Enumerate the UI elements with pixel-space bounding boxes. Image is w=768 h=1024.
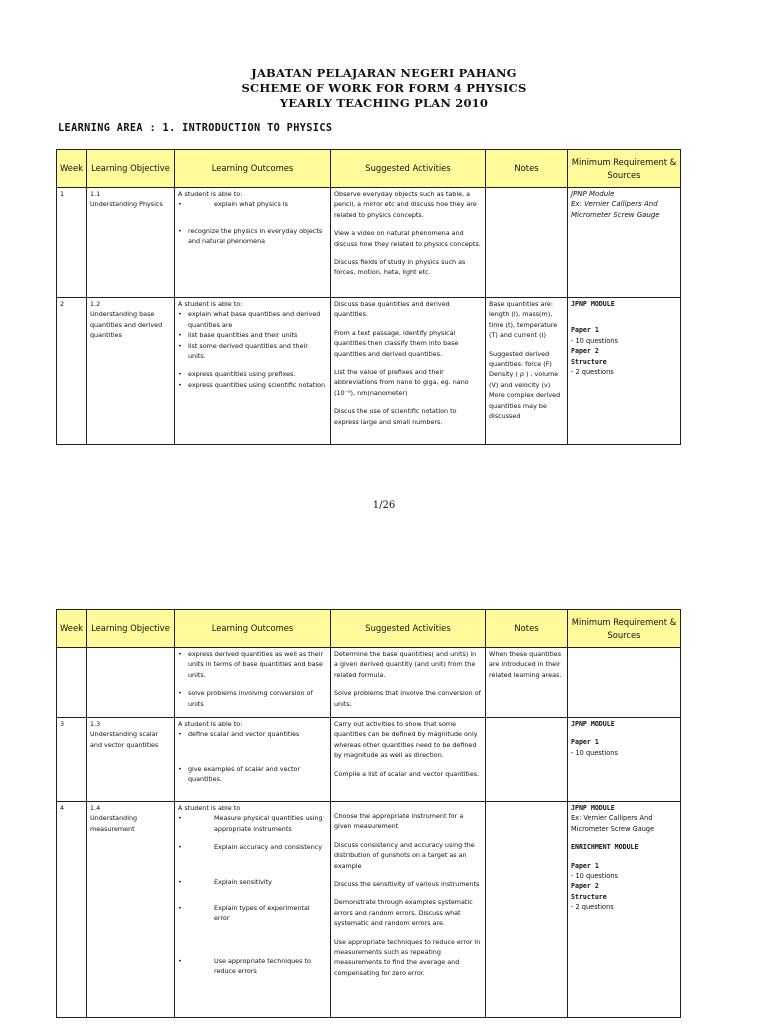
activity-text: Discuss base quantities and derived quantities. <box>334 300 450 319</box>
objective-number: 1.1 <box>90 190 101 198</box>
teaching-plan-table-1 <box>56 149 681 445</box>
scheme-title: SCHEME OF WORK FOR FORM 4 PHYSICS <box>241 81 527 95</box>
department-title: JABATAN PELAJARAN NEGERI PAHANG <box>251 66 517 80</box>
list-item: • explain what base quantities and derived quantities are <box>178 310 321 329</box>
list-item: • recognize the physics in everyday objects and natural phenomena <box>178 226 323 246</box>
list-item: • Explain accuracy and consistency <box>178 843 323 852</box>
paper-label: Paper 1 <box>571 738 599 747</box>
activity-text: View a video on natural phenomena and discuss how they related to physics concepts. <box>334 229 481 248</box>
objective-cell <box>87 802 175 1018</box>
activity-text: Use appropriate techniques to reduce error in measurements such as repeating measurements to find the average and compensating for zero error. <box>334 937 481 977</box>
objective-cell <box>87 648 175 718</box>
minimum-text: JPNP Module Ex: Vernier Callipers And Micrometer Screw Gauge <box>571 190 660 219</box>
minimum-cell <box>568 718 681 802</box>
module-label: JPNP MODULE <box>571 300 615 308</box>
list-item: • Explain types of experimental error <box>178 904 310 923</box>
note-text: Suggested derived quantities: force (F) Density ( ρ ) , volume (V) and velocity (v) More complex derived quantities may be discussed <box>489 349 561 421</box>
paper-label: Paper 1 <box>571 861 599 870</box>
outcomes-cell <box>175 298 331 445</box>
notes-cell <box>486 802 568 1018</box>
week-cell <box>57 648 87 718</box>
module-label: JPNP MODULE <box>571 720 615 728</box>
week-cell: 2 <box>57 298 87 445</box>
enrichment-label: ENRICHMENT MODULE <box>571 843 639 852</box>
table-header-row <box>57 150 681 188</box>
activity-text: Compile a list of scalar and vector quantities. <box>334 769 480 778</box>
col-objective-header: Learning Objective <box>87 150 175 188</box>
col-outcomes-header: Learning Outcomes <box>175 610 331 648</box>
list-item: • express quantities using prefixes. <box>178 370 296 379</box>
paper-label: Paper 1 <box>571 326 599 335</box>
page-number: 1/26 <box>372 500 396 511</box>
activity-text: Choose the appropriate instrument for a given measurement <box>334 812 464 831</box>
table-row <box>57 648 681 718</box>
minimum-text: Ex: Vernier Callipers And Micrometer Screw Gauge <box>571 814 655 833</box>
table-row <box>57 802 681 1018</box>
paper-label: Paper 2 <box>571 347 599 356</box>
col-activities-header: Suggested Activities <box>331 150 486 188</box>
activity-text: Discus the use of scientific notation to express large and small numbers. <box>334 407 457 426</box>
learning-area-heading: LEARNING AREA : 1. INTRODUCTION TO PHYSICS <box>58 123 333 134</box>
objective-cell <box>87 188 175 298</box>
list-item: • express derived quantities as well as their units in terms of base quantities and base units. <box>178 650 324 679</box>
outcomes-cell <box>175 188 331 298</box>
objective-number: 1.4 <box>90 804 101 812</box>
col-week-header: Week <box>57 610 87 648</box>
activities-cell <box>331 802 486 1018</box>
week-cell: 4 <box>57 802 87 1018</box>
objective-cell <box>87 298 175 445</box>
list-item: • give examples of scalar and vector quantities. <box>178 764 301 784</box>
activity-text: Observe everyday objects such as table, a pencil, a mirror etc and discuss hoe they are related to physics concepts. <box>334 190 477 219</box>
objective-text: Understanding scalar and vector quantities <box>90 730 159 749</box>
plan-title: YEARLY TEACHING PLAN 2010 <box>279 96 489 110</box>
outcomes-cell <box>175 718 331 802</box>
activity-text: Carry out activities to show that some quantities can be defined by magnitude only whereas other quantities need to be defined by magnitude as well as direction. <box>334 720 478 760</box>
activities-cell <box>331 298 486 445</box>
objective-text: Understanding Physics <box>90 200 163 209</box>
activity-text: Determine the base quantities( and units) in a given derived quantity (and unit) from the related formula. <box>334 650 477 679</box>
questions-text: - 10 questions <box>571 872 618 881</box>
list-item: • express quantities using scientific notation <box>178 380 326 389</box>
module-label: JPNP MODULE <box>571 804 615 812</box>
outcomes-cell <box>175 802 331 1018</box>
paper-label: Paper 2 <box>571 882 599 891</box>
activity-text: From a text passage, identify physical quantities then classify them into base quantities and derived quantities. <box>334 328 459 358</box>
outcomes-cell <box>175 648 331 718</box>
questions-text: - 2 questions <box>571 903 614 912</box>
objective-cell <box>87 718 175 802</box>
table-row <box>57 188 681 298</box>
questions-text: - 2 questions <box>571 368 614 377</box>
minimum-cell <box>568 188 681 298</box>
week-cell: 3 <box>57 718 87 802</box>
col-objective-header: Learning Objective <box>87 610 175 648</box>
list-item: • explain what physics is <box>178 200 288 209</box>
col-outcomes-header: Learning Outcomes <box>175 150 331 188</box>
activity-text: Discuss consistency and accuracy using the distribution of gunshots on a target as an example <box>334 840 475 870</box>
list-item: • solve problems involving conversion of units <box>178 689 313 708</box>
activity-text: List the value of prefixes and their abbreviations from nano to giga, eg. nano (10⁻⁹), nm(nanometer) <box>334 368 469 397</box>
col-minimum-header: Minimum Requirement & Sources <box>568 150 681 188</box>
minimum-cell <box>568 648 681 718</box>
col-notes-header: Notes <box>486 150 568 188</box>
outcome-intro: A student is able to <box>178 804 241 812</box>
teaching-plan-table-2 <box>56 609 681 1018</box>
activities-cell <box>331 718 486 802</box>
structure-label: Structure <box>571 892 607 901</box>
col-notes-header: Notes <box>486 610 568 648</box>
notes-cell <box>486 298 568 445</box>
minimum-cell <box>568 298 681 445</box>
col-minimum-header: Minimum Requirement & Sources <box>568 610 681 648</box>
col-week-header: Week <box>57 150 87 188</box>
list-item: • Use appropriate techniques to reduce errors <box>178 956 311 976</box>
activities-cell <box>331 648 486 718</box>
objective-text: Understanding base quantities and derived quantities <box>90 310 163 340</box>
minimum-cell <box>568 802 681 1018</box>
objective-text: Understanding measurement <box>90 814 138 833</box>
activity-text: Discuss fields of study in physics such as forces, motion, heta, light etc. <box>334 258 466 277</box>
structure-label: Structure <box>571 357 607 366</box>
list-item: • list some derived quantities and their units. <box>178 341 308 361</box>
list-item: • define scalar and vector quantities <box>178 730 300 739</box>
week-cell: 1 <box>57 188 87 298</box>
col-activities-header: Suggested Activities <box>331 610 486 648</box>
table-row <box>57 718 681 802</box>
table-header-row <box>57 610 681 648</box>
activity-text: Demonstrate through examples systematic errors and random errors. Discuss what systematic and random errors are. <box>334 898 473 928</box>
outcome-intro: A student is able to: <box>178 300 243 308</box>
notes-cell <box>486 718 568 802</box>
list-item: • Explain sensitivity <box>178 877 272 886</box>
outcome-intro: A student is able to: <box>178 190 243 198</box>
notes-cell: When these quantities are introduced in their related learning areas. <box>486 648 568 718</box>
outcome-intro: A student is able to: <box>178 720 243 728</box>
questions-text: - 10 questions <box>571 748 618 757</box>
objective-number: 1.2 <box>90 300 101 308</box>
list-item: • Measure physical quantities using appropriate instruments <box>178 814 323 833</box>
objective-number: 1.3 <box>90 720 101 728</box>
activities-cell <box>331 188 486 298</box>
table-row <box>57 298 681 445</box>
activity-text: Discuss the sensitivity of various instruments <box>334 880 480 889</box>
list-item: • list base quantities and their units <box>178 331 298 340</box>
note-text: Base quantities are: length (l), mass(m), time (t), temperature (T) and current (I) <box>489 300 558 340</box>
questions-text: - 10 questions <box>571 336 618 345</box>
activity-text: Solve problems that involve the conversion of units. <box>334 689 481 708</box>
notes-cell <box>486 188 568 298</box>
